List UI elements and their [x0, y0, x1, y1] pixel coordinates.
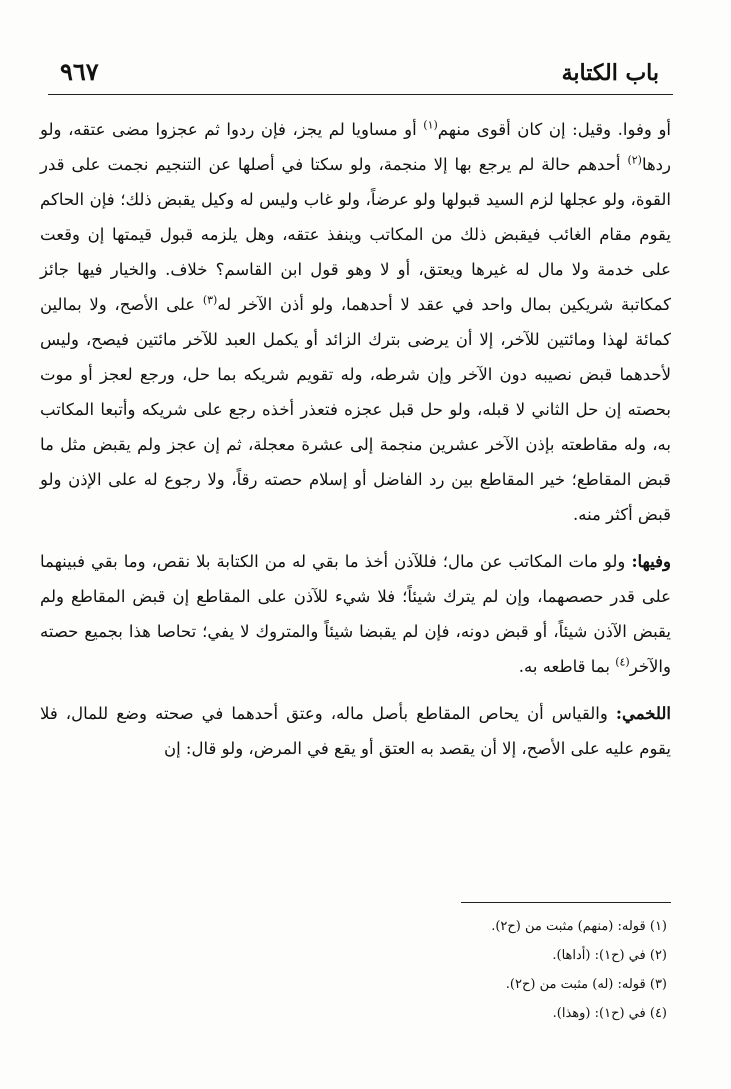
paragraph: [40, 112, 671, 532]
footnote-ref: (٢): [627, 153, 642, 167]
text-segment: على الأصح، ولا بمالين كمائة لهذا ومائتين للآخر، إلا أن يرضى بترك الزائد أو يكمل العبد للآخر مائتين فيصح، وليس لأحدهما قبض نصيبه دون الآخر وإن شرطه، وله تقويم شريكه بما حل، ورجع لعجز أو موت بحصته إن حل الثاني لا قبله، ولو حل قبل عجزه فتعذر أخذه رجع على شريكه وأتبعا المكاتب به، وله مقاطعته بإذن الآخر عشرين منجمة إلى عشرة معجلة، ثم إن عجز ولم يقبض مثل ما قبض المقاطع؛ خير المقاطع بين رد الفاضل أو إسلام حصته رقاً، ولا رجوع له على الإذن ولو قبض أكثر منه.: [40, 295, 671, 524]
footnote: (١) قوله: (منهم) مثبت من (ح٢).: [491, 919, 667, 934]
footnote: (٢) في (ح١): (أداها).: [552, 948, 667, 963]
footnote: (٣) قوله: (له) مثبت من (ح٢).: [505, 977, 667, 992]
paragraph: [40, 544, 671, 684]
main-text: [40, 112, 671, 766]
text-segment: ولو مات المكاتب عن مال؛ فللآذن أخذ ما بقي له من الكتابة بلا نقص، وما بقي فبينهما على قدر حصصهما، وإن لم يترك شيئاً؛ فلا شيء للآذن على المقاطع إن قبض المقاطع ولم يقبض الآذن شيئاً، أو قبض دونه، فإن لم يقبضا شيئاً والمتروك لا يفي؛ تحاصا هذا بجميع حصته والآخر: [40, 552, 671, 676]
paragraph-lead: اللخمي:: [615, 704, 671, 723]
text-segment: أو وفوا. وقيل: إن كان أقوى منهم: [437, 120, 671, 139]
text-segment: أو مساويا لم يجز، فإن ردوا ثم عجزوا مضى عتقه، ولو ردها: [40, 120, 671, 174]
footnote-ref: (٣): [202, 293, 218, 307]
running-header: [60, 52, 659, 86]
paragraph: [40, 696, 671, 766]
text-segment: بما قاطعه به.: [518, 657, 610, 676]
chapter-title: باب الكتابة: [561, 60, 659, 86]
text-segment: أحدهم حالة لم يرجع بها إلا منجمة، ولو سكتا في أصلها عن التنجيم نجمت على قدر القوة، ولو عجلها لزم السيد قبولها ولو عرضاً، ولو غاب وليس له وكيل يقبض ذلك؛ فإن الحاكم يقوم مقام الغائب فيقبض ذلك من المكاتب وينفذ عتقه، وهل يلزمه قبول قيمتها إن وقعت على خدمة ولا مال له غيرها ويعتق، أو لا وهو قول ابن القاسم؟ خلاف. والخيار فيها جائز كمكاتبة شريكين بمال واحد في عقد لا أحدهما، ولو أذن الآخر له: [40, 155, 671, 314]
text-segment: والقياس أن يحاص المقاطع بأصل ماله، وعتق أحدهما في صحته وضع للمال، فلا يقوم عليه على الأصح، إلا أن يقصد به العتق أو يقع في المرض، ولو قال: إن: [40, 704, 671, 758]
footnote: (٤) في (ح١): (وهذا).: [552, 1006, 667, 1021]
header-rule: [48, 94, 673, 95]
page-number: ٩٦٧: [60, 57, 99, 86]
paragraph-lead: وفيها:: [631, 552, 671, 571]
footnotes: [300, 912, 667, 1028]
footnote-ref: (٤): [615, 655, 630, 669]
footnote-separator: [461, 902, 671, 903]
footnote-ref: (١): [423, 118, 438, 132]
